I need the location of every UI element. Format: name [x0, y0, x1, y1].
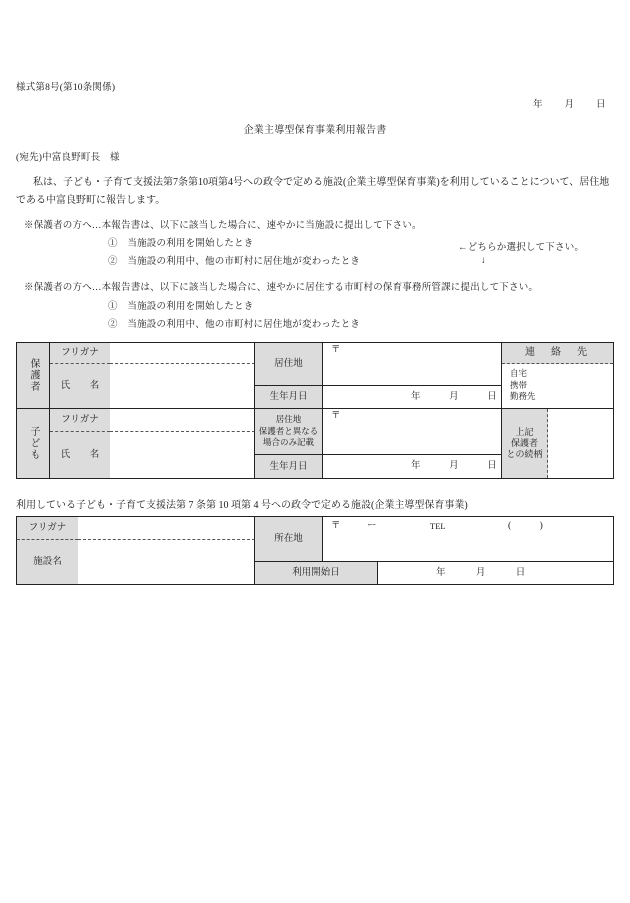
document-title: 企業主導型保育事業利用報告書	[243, 125, 387, 136]
notice-municipality-item-2: ② 当施設の利用中、他の市町村に居住地が変わったとき	[108, 320, 361, 330]
facility-heading: 利用している子ども・子育て支援法第 7 条第 10 項第 4 号への政令で定める施設(企業主導型保育事業)	[16, 500, 468, 511]
contact-type-mobile: 携帯	[510, 379, 528, 390]
guardian-address-label: 居住地	[274, 359, 303, 369]
relation-field	[548, 409, 613, 478]
facility-postal-dash: ー	[367, 521, 377, 531]
facility-furigana-label: フリガナ	[28, 523, 67, 533]
child-address-field	[323, 409, 502, 455]
child-section-label: 子ども	[28, 426, 39, 461]
child-birthdate-label-cell	[255, 455, 323, 478]
facility-tel-label: TEL	[430, 521, 446, 531]
child-name-field	[110, 432, 255, 478]
applicant-table	[16, 342, 614, 479]
child-postal-mark: 〒	[331, 411, 341, 421]
facility-tel-parens: ( )	[508, 521, 543, 531]
child-furigana-label-cell	[50, 409, 110, 432]
child-address-note-line-1: 保護者と異なる	[258, 425, 319, 436]
contact-header: 連 絡 先	[525, 347, 590, 358]
facility-name-label-cell	[17, 540, 78, 584]
notice-facility-heading: ※保護者の方へ…本報告書は、以下に該当した場合に、速やかに当施設に提出して下さい。	[24, 221, 422, 231]
contact-types-field	[502, 364, 613, 409]
child-name-label: 氏 名	[60, 450, 105, 460]
start-date-field	[378, 562, 613, 584]
select-hint: ←どちらか選択して下さい。	[458, 243, 585, 253]
facility-address-label: 所在地	[274, 534, 303, 544]
contact-type-work: 勤務先	[510, 391, 536, 401]
guardian-birthdate-value: 年 月 日	[411, 392, 500, 402]
facility-address-label-cell	[255, 517, 323, 562]
guardian-birthdate-label-cell	[255, 386, 323, 409]
child-furigana-field	[110, 409, 255, 432]
start-date-label-cell	[255, 562, 378, 584]
statement-line-1: 私は、子ども・子育て支援法第7条第10項第4号への政令で定める施設(企業主導型保育事業)を利用していることについて、居住地	[33, 177, 610, 188]
child-address-label-cell	[255, 409, 323, 455]
relation-label-line-1: 上記	[515, 427, 534, 437]
relation-label-cell	[502, 409, 548, 478]
guardian-address-label-cell	[255, 343, 323, 386]
guardian-birthdate-field	[323, 386, 502, 409]
guardian-furigana-label-cell	[50, 343, 110, 364]
guardian-furigana-label: フリガナ	[61, 348, 99, 358]
start-date-value: 年 月 日	[436, 568, 530, 578]
child-furigana-label: フリガナ	[61, 415, 99, 425]
guardian-furigana-field	[110, 343, 255, 364]
guardian-name-field	[110, 364, 255, 409]
guardian-name-label-cell	[50, 364, 110, 409]
contact-header-cell	[502, 343, 613, 364]
notice-facility-item-1: ① 当施設の利用を開始したとき	[108, 239, 254, 249]
guardian-postal-mark: 〒	[331, 345, 341, 355]
guardian-address-field	[323, 343, 502, 386]
facility-furigana-field	[78, 517, 255, 540]
notice-municipality-item-1: ① 当施設の利用を開始したとき	[108, 302, 254, 312]
child-birthdate-value: 年 月 日	[411, 461, 500, 471]
guardian-birthdate-label: 生年月日	[269, 392, 308, 402]
contact-type-home: 自宅	[510, 368, 528, 378]
notice-facility-item-2: ② 当施設の利用中、他の市町村に居住地が変わったとき	[108, 257, 361, 267]
guardian-section-cell	[17, 343, 50, 409]
notice-municipality-heading: ※保護者の方へ…本報告書は、以下に該当した場合に、速やかに居住する市町村の保育事務所管課に提出して下さい。	[24, 283, 539, 293]
date-line: 年 月 日	[533, 100, 607, 110]
statement-line-2: である中富良野町に報告します。	[16, 195, 166, 206]
facility-furigana-label-cell	[17, 517, 78, 540]
form-number: 様式第8号(第10条関係)	[16, 83, 116, 93]
select-arrow-icon: ↓	[481, 256, 486, 266]
relation-label-line-2: 保護者	[510, 438, 538, 448]
facility-table	[16, 516, 614, 585]
child-birthdate-label: 生年月日	[269, 461, 308, 472]
child-name-label-cell	[50, 432, 110, 478]
facility-postal-mark: 〒	[331, 521, 341, 531]
relation-label-line-3: との続柄	[506, 449, 543, 459]
addressee: (宛先)中富良野町長 様	[16, 153, 120, 163]
facility-name-field	[78, 540, 255, 584]
child-section-cell	[17, 409, 50, 478]
facility-address-field	[323, 517, 613, 562]
start-date-label: 利用開始日	[292, 568, 340, 578]
child-address-label: 居住地	[275, 414, 302, 425]
facility-name-label: 施設名	[33, 557, 62, 567]
child-address-note-line-2: 場合のみ記載	[262, 437, 314, 448]
guardian-section-label: 保護者	[28, 358, 39, 393]
guardian-name-label: 氏 名	[60, 381, 105, 391]
child-birthdate-field	[323, 455, 502, 478]
